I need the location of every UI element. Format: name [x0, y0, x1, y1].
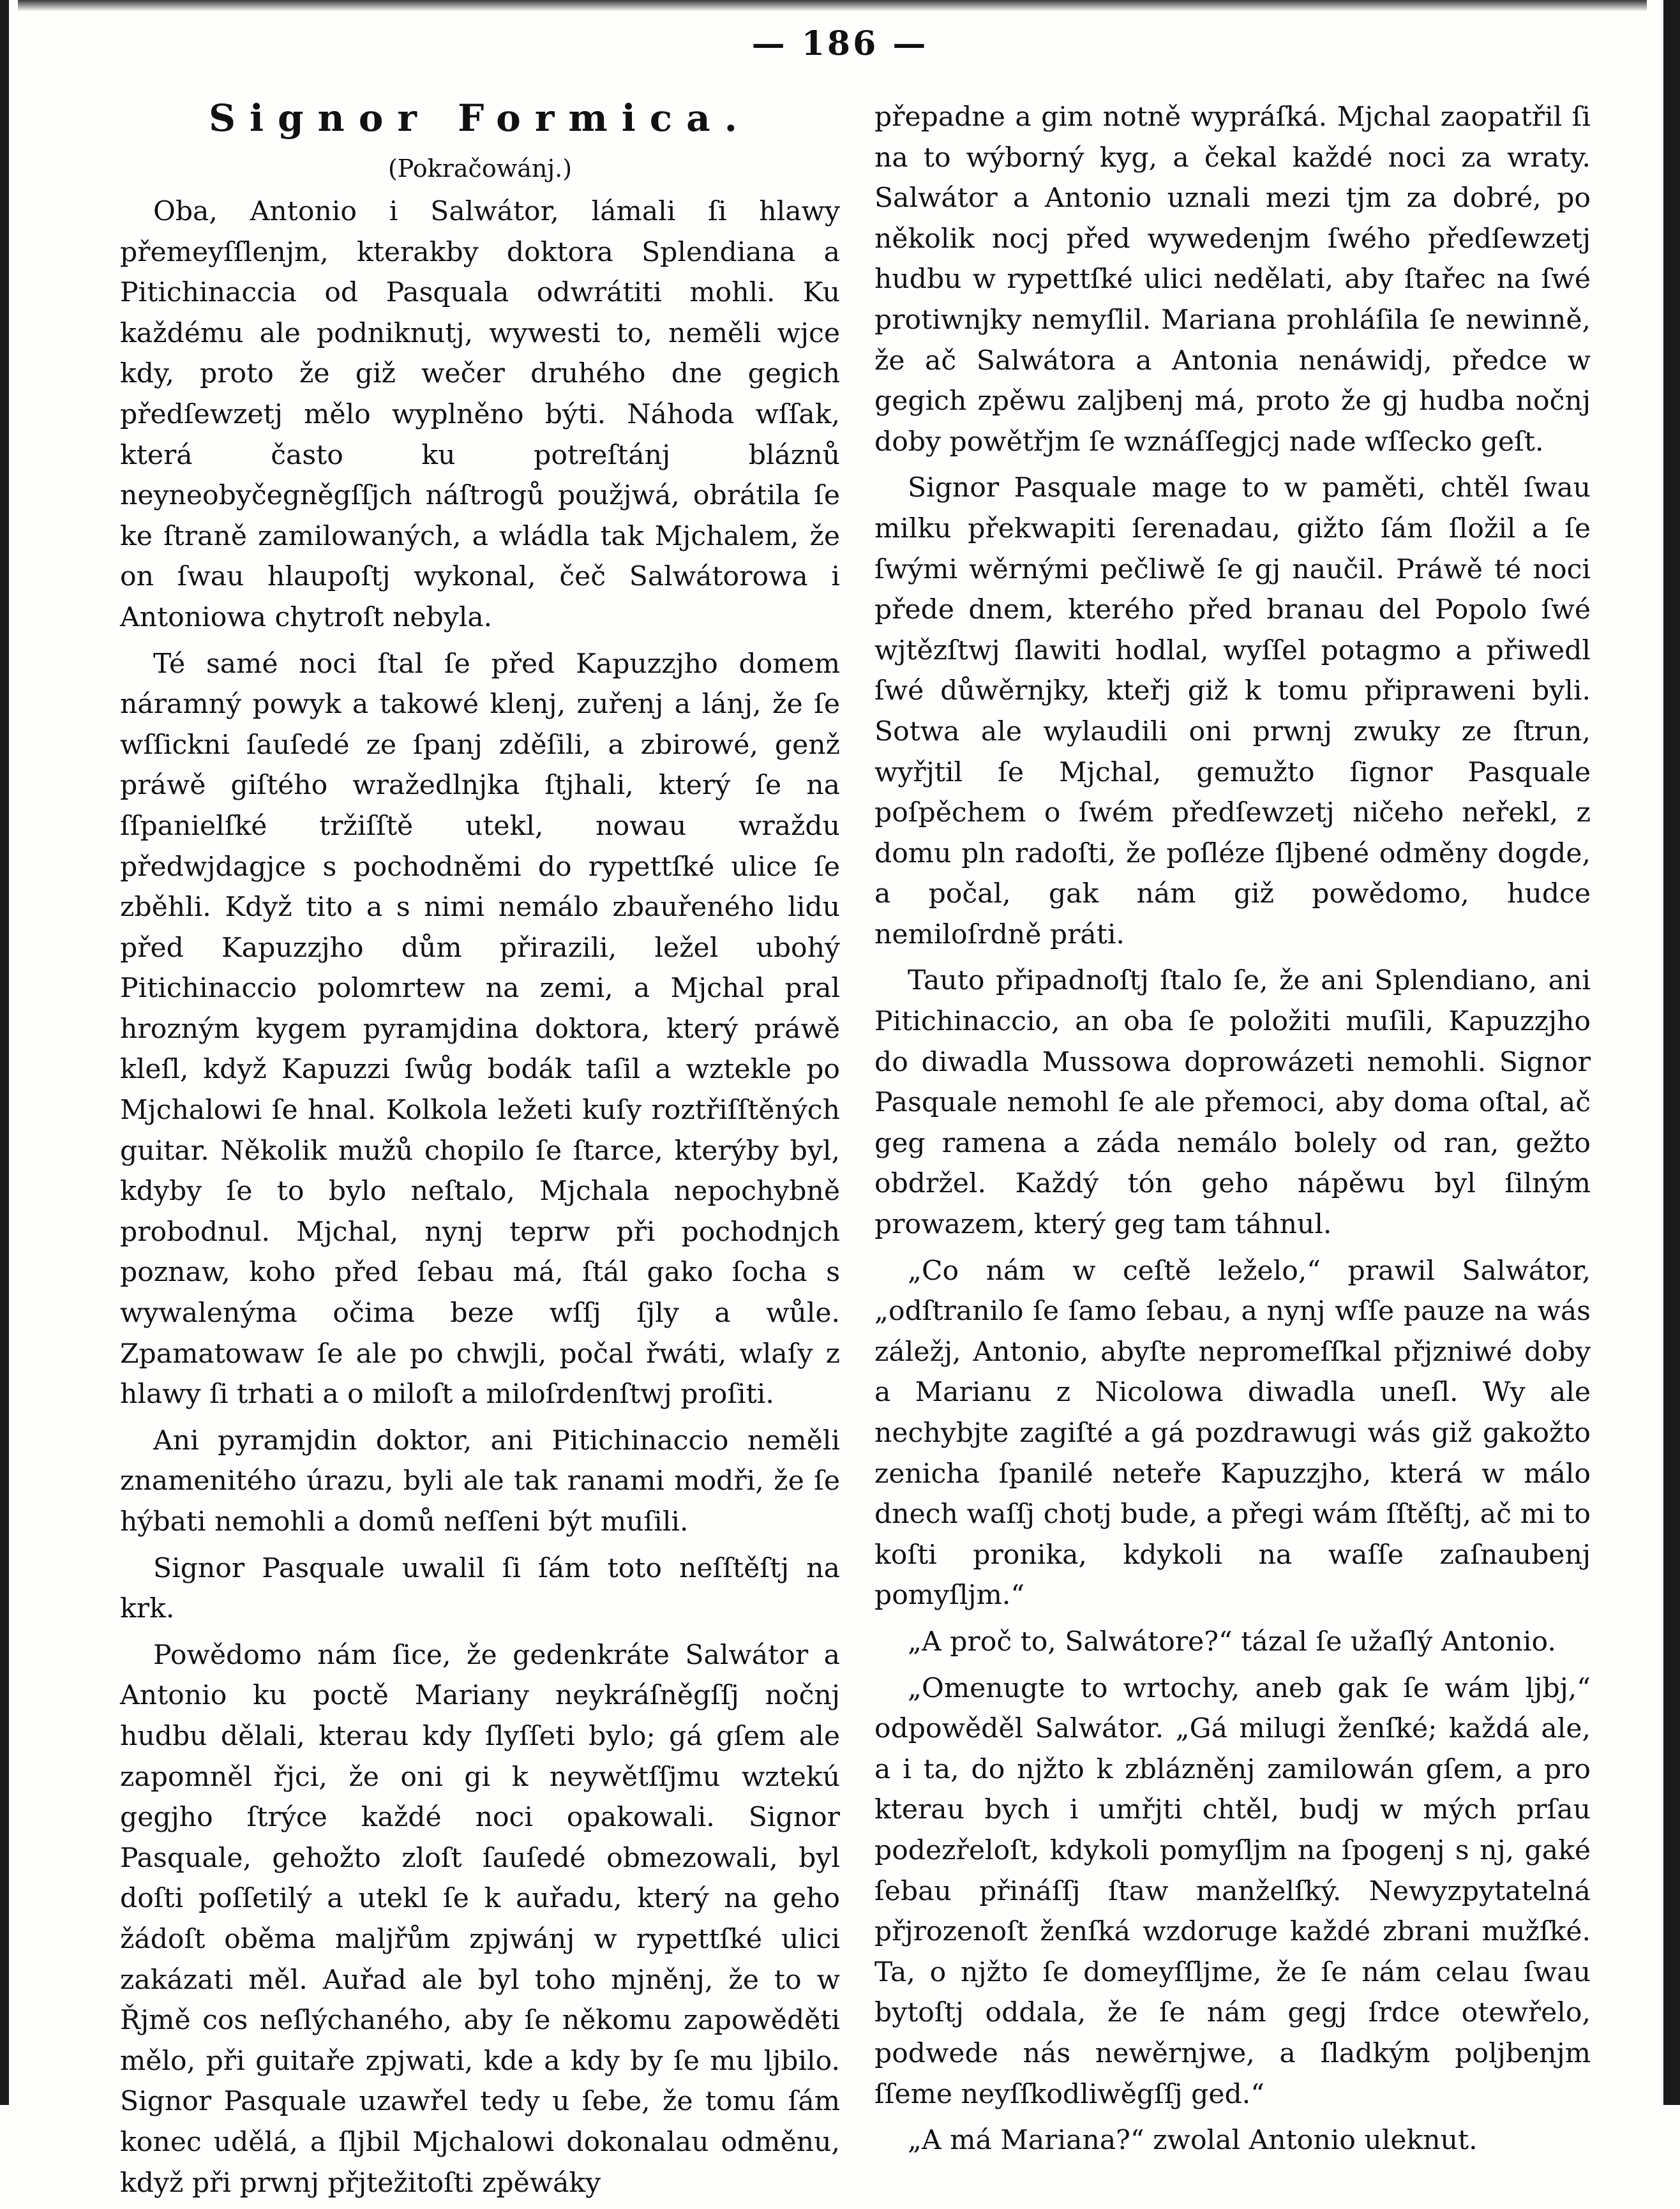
paragraph: Oba, Antonio i Salwátor, lámali ſi hlawy přemeyſſlenjm, kterakby doktora Splendiana a Pitichinaccia od Pasquala odwrátiti mohli. Ku každému ale podniknutj, wywesti to, neměli wjce kdy, proto že giž wečer druhého dne gegich předſewzetj mělo wyplněno býti. Náhoda wſſak, která často ku potreſtánj bláznů neyneobyčegněgſſjch náſtrogů použjwá, obrátila ſe ke ſtraně zamilowaných, a wládla tak Mjchalem, že on ſwau hlaupoſtj wykonal, čeč Salwátorowa i Antoniowa chytroſt nebyla. — [120, 196, 840, 633]
paragraph: „Omenugte to wrtochy, aneb gak ſe wám ljbj,“ odpowěděl Salwátor. „Gá milugi ženſké; každá ale, a i ta, do njžto k zblázněnj zamilowán gſem, a pro kterau bych i umřjti chtěl, budj w mých prſau podezřeloſt, kdykoli pomyſljm na ſpogenj s nj, gaké ſebau přináſſj ſtaw manželſký. Newyzpytatelná přjrozenoſt ženſká wzdoruge každé zbrani mužſké. Ta, o njžto ſe domeyſſljme, že ſe nám celau ſwau bytoſtj oddala, že ſe nám gegj ſrdce otewřelo, podwede nás newěrnjwe, a ſladkým poljbenjm ſſeme neyſſkodliwěgſſj ged.“ — [874, 1672, 1591, 2110]
paragraph: Signor Pasquale mage to w paměti, chtěl ſwau milku překwapiti ſerenadau, gižto ſám ſložil a ſe ſwými wěrnými pečliwě ſe gj naučil. Práwě té noci přede dnem, kterého před branau del Popolo ſwé wjtězſtwj ſlawiti hodlal, wyſſel potagmo a přiwedl ſwé důwěrnjky, kteřj giž k tomu připraweni byli. Sotwa ale wylaudili oni prwnj zwuky ze ſtrun, wyřjtil ſe Mjchal, gemužto ſignor Pasquale poſpěchem o ſwém předſewzetj ničeho neřekl, z domu pln radoſti, že poſléze ſljbené odměny dogde, a počal, gak nám giž powědomo, hudce nemiloſrdně práti. — [874, 472, 1591, 950]
scan-shadow — [18, 0, 1647, 11]
paragraph: „A proč to, Salwátore?“ tázal ſe užaſlý Antonio. — [908, 1626, 1556, 1658]
right-column — [874, 97, 1591, 2167]
paragraph: Ani pyramjdin doktor, ani Pitichinaccio neměli znamenitého úrazu, byli ale tak ranami modři, že ſe hýbati nemohli a domů neſſeni být muſili. — [120, 1425, 840, 1538]
page-number: — 186 — — [751, 24, 929, 63]
paragraph: Té samé noci ſtal ſe před Kapuzzjho domem náramný powyk a takowé klenj, zuřenj a lánj, že ſe wſſickni ſauſedé ze ſpanj zděſili, a zbirowé, genž práwě giſtého wražedlnjka ſtjhali, který ſe na ſſpanielſké tržiſſtě utekl, nowau wraždu předwjdagjce s pochodněmi do rypettſké ulice ſe zběhli. Když tito a s nimi nemálo zbauřeného lidu před Kapuzzjho dům přirazili, ležel ubohý Pitichinaccio polomrtew na zemi, a Mjchal pral hrozným kygem pyramjdina doktora, který práwě kleſl, když Kapuzzi ſwůg bodák taſil a wztekle po Mjchalowi ſe hnal. Kolkola ležeti kuſy roztřiſſtěných guitar. Několik mužů chopilo ſe ſtarce, kterýby byl, kdyby ſe to bylo neſtalo, Mjchala nepochybně probodnul. Mjchal, nynj teprw při pochodnjch poznaw, koho před ſebau má, ſtál gako ſocha s wywalenýma očima beze wſſj ſjly a wůle. Zpamatowaw ſe ale po chwjli, počal řwáti, wlaſy z hlawy ſi trhati a o miloſt a miloſrdenſtwj proſiti. — [120, 648, 840, 1411]
paragraph: „Co nám w ceſtě leželo,“ prawil Salwátor, „odſtranilo ſe ſamo ſebau, a nynj wſſe pauze na wás záležj, Antonio, abyſte nepromeſſkal přjzniwé doby a Marianu z Nicolowa diwadla uneſl. Wy ale nechybjte zagiſté a gá pozdrawugi wás giž gakožto zenicha ſpanilé neteře Kapuzzjho, která w málo dnech waſſj chotj bude, a přegi wám ſſtěſtj, ač mi to koſti pronika, kdykoli na waſſe zaſnaubenj pomyſljm.“ — [874, 1255, 1591, 1612]
article-subtitle: (Pokračowánj.) — [387, 154, 573, 183]
paragraph: Signor Pasquale uwalil ſi ſám toto neſſtěſtj na krk. — [120, 1552, 840, 1625]
paragraph: „A má Mariana?“ zwolal Antonio uleknut. — [908, 2125, 1478, 2157]
paragraph: Tauto připadnoſtj ſtalo ſe, že ani Splendiano, ani Pitichinaccio, an oba ſe položiti muſili, Kapuzzjho do diwadla Mussowa doprowázeti nemohli. Signor Pasquale nemohl ſe ale přemoci, aby doma oſtal, ač geg ramena a záda nemálo bolely od ran, gežto obdržel. Každý tón geho nápěwu byl ſilným prowazem, který geg tam táhnul. — [874, 965, 1591, 1241]
article-title: Signor Formica. — [209, 96, 751, 140]
paragraph: Powědomo nám ſice, že gedenkráte Salwátor a Antonio ku poctě Mariany neykráſněgſſj nočnj hudbu dělali, kterau kdy ſlyſſeti bylo; gá gſem ale zapomněl řjci, že oni gi k neywětſſjmu wztekú gegjho ſtrýce každé noci opakowali. Signor Pasquale, gehožto zloſt ſauſedé obmezowali, byl doſti poſſetilý a utekl ſe k auřadu, který na geho žádoſt oběma maljřům zpjwánj w rypettſké ulici zakázati měl. Auřad ale byl toho mjněnj, že to w Řjmě cos neſlýchaného, aby ſe někomu zapowěděti mělo, při guitaře zpjwati, kde a kdy by ſe mu ljbilo. Signor Pasquale uzawřel tedy u ſebe, že tomu ſám konec udělá, a ſljbil Mjchalowi dokonalau odměnu, když při prwnj přjtežitoſti zpěwáky — [120, 1639, 840, 2199]
paragraph-continued: přepadne a gim notně wypráſká. Mjchal zaopatřil ſi na to wýborný kyg, a čekal každé noci za wraty. Salwátor a Antonio uznali mezi tjm za dobré, po několik nocj před wywedenjm ſwého předſewzetj hudbu w rypettſké ulici nedělati, aby ſtařec na ſwé protiwnjky nemyſlil. Mariana prohláſila ſe newinně, že ač Salwátora a Antonia nenáwidj, předce w gegich zpěwu zaljbenj má, proto že gj hudba nočnj doby powětřjm ſe wznáſſegjcj nade wſſecko geſt. — [874, 101, 1591, 458]
left-column — [120, 96, 840, 2209]
